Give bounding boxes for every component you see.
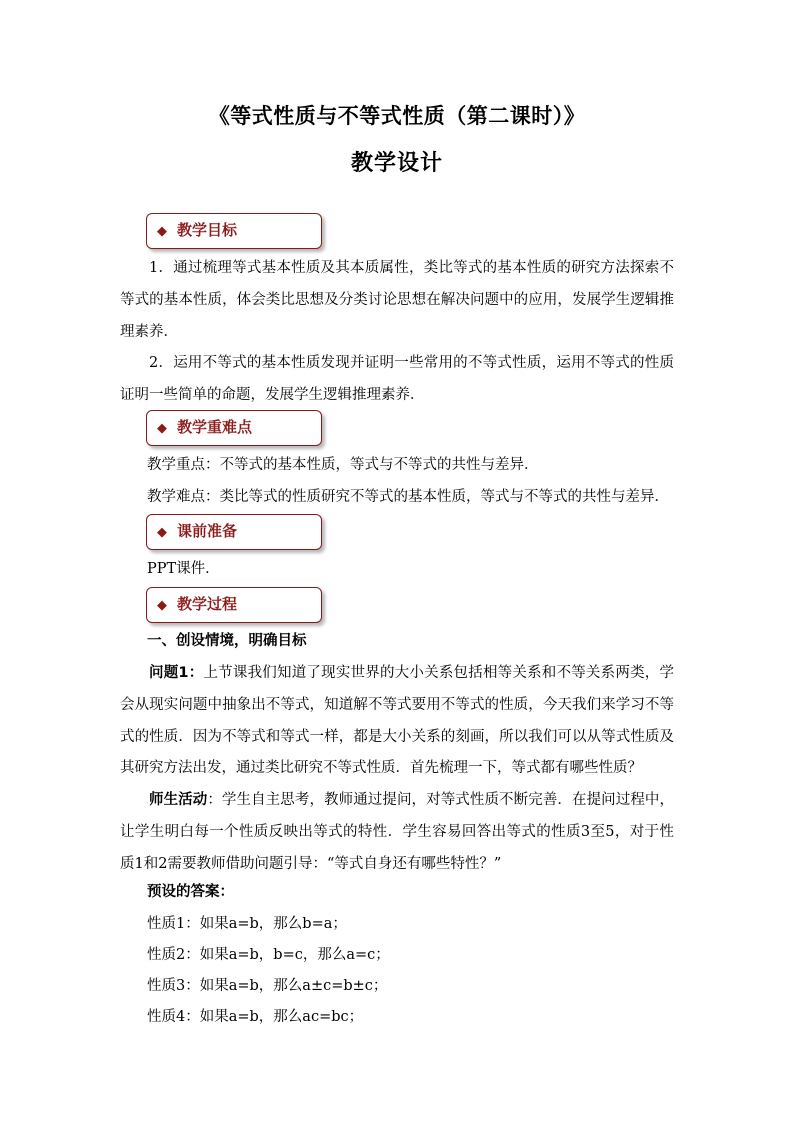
document-subtitle: 教学设计 xyxy=(350,151,443,176)
property-1 xyxy=(147,913,347,935)
property-4 xyxy=(147,1006,363,1028)
diamond-bullet-icon: ◆ xyxy=(157,525,167,540)
preset-answer-heading: 预设的答案： xyxy=(147,884,234,900)
section-title: 教学目标 xyxy=(177,221,238,239)
section-title: 课前准备 xyxy=(177,522,238,540)
activity-paragraph xyxy=(120,785,674,880)
objective-paragraph-2: 2．运用不等式的基本性质发现并证明一些常用的不等式性质，运用不等式的性质证明一些简单的命题，发展学生逻辑推理素养． xyxy=(120,355,674,403)
section-title: 教学过程 xyxy=(177,595,238,613)
activity-label: 师生活动 xyxy=(149,792,208,808)
property-text: 如果a=b，那么a±c=b±c； xyxy=(199,978,388,994)
property-text: 如果a=b，那么b=a； xyxy=(199,916,347,932)
section-title: 教学重难点 xyxy=(177,418,253,436)
property-2 xyxy=(147,944,390,966)
objective-paragraph-1: 1．通过梳理等式基本性质及其本质属性，类比等式的基本性质的研究方法探索不等式的基本性质，体会类比思想及分类讨论思想在解决问题中的应用，发展学生逻辑推理素养． xyxy=(120,260,674,340)
diamond-bullet-icon: ◆ xyxy=(157,421,167,436)
section-header-process xyxy=(146,587,322,623)
property-label: 性质2： xyxy=(147,947,200,963)
property-3 xyxy=(147,975,387,997)
diamond-bullet-icon: ◆ xyxy=(157,598,167,613)
document-title: 《等式性质与不等式性质（第二课时）》 xyxy=(208,104,586,128)
key-point-focus: 教学重点：不等式的基本性质，等式与不等式的共性与差异． xyxy=(147,457,539,473)
property-text: 如果a=b，那么ac=bc； xyxy=(199,1009,364,1025)
question-1-paragraph xyxy=(120,658,674,785)
diamond-bullet-icon: ◆ xyxy=(157,224,167,239)
preparation-text: PPT课件． xyxy=(147,561,220,577)
property-label: 性质1： xyxy=(147,916,200,932)
section-header-preparation xyxy=(146,514,322,550)
property-text: 如果a=b，b=c，那么a=c； xyxy=(199,947,390,963)
process-heading-1: 一、创设情境，明确目标 xyxy=(147,633,307,649)
question-1-label: 问题1： xyxy=(149,665,204,681)
activity-text: ：学生自主思考，教师通过提问，对等式性质不断完善．在提问过程中，让学生明白每一个性质反映出等式的特性．学生容易回答出等式的性质3至5，对于性质1和2需要教师借助问题引导：“等式自身还有哪些特性？” xyxy=(120,792,674,872)
section-header-key-points xyxy=(146,410,322,446)
question-1-text: 上节课我们知道了现实世界的大小关系包括相等关系和不等关系两类，学会从现实问题中抽象出不等式，知道解不等式要用不等式的性质，今天我们来学习不等式的性质．因为不等式和等式一样，都是大小关系的刻画，所以我们可以从等式性质及其研究方法出发，通过类比研究不等式性质．首先梳理一下，等式都有哪些性质？ xyxy=(120,665,674,777)
section-header-objectives xyxy=(146,213,322,249)
property-label: 性质4： xyxy=(147,1009,200,1025)
key-point-difficulty: 教学难点：类比等式的性质研究不等式的基本性质，等式与不等式的共性与差异． xyxy=(147,489,669,505)
property-label: 性质3： xyxy=(147,978,200,994)
